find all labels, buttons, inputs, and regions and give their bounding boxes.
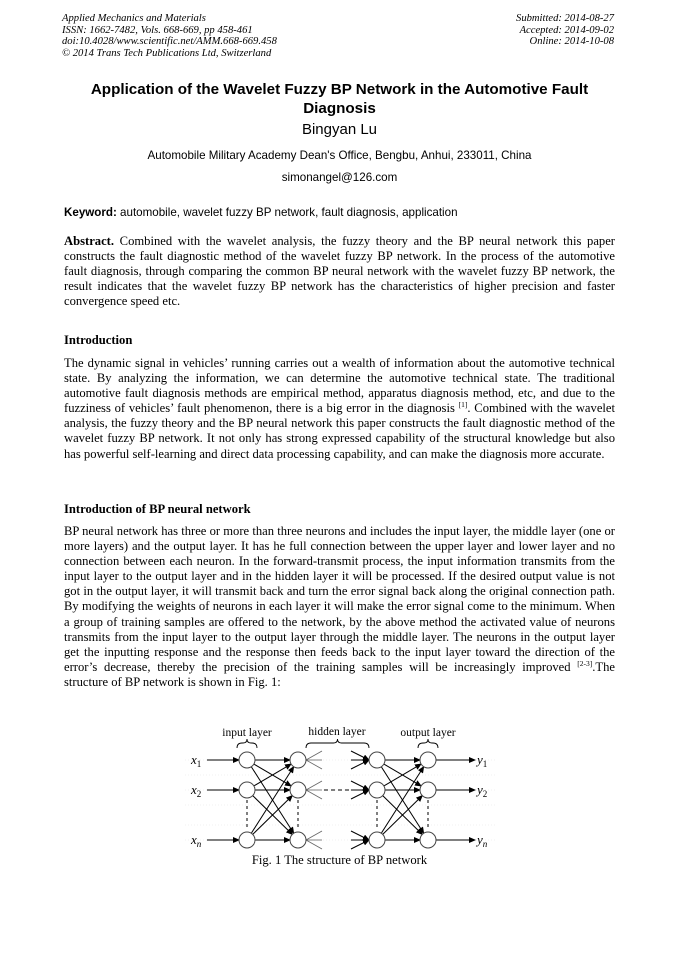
input-label: $x_n$ — [191, 832, 202, 849]
keywords-text: automobile, wavelet fuzzy BP network, fault diagnosis, application — [116, 206, 458, 219]
network-neurons — [239, 752, 436, 848]
neuron-node — [239, 782, 255, 798]
neuron-node — [369, 782, 385, 798]
fan-out-line — [306, 840, 322, 849]
output-label: $y_n$ — [477, 832, 488, 849]
neuron-node — [420, 832, 436, 848]
fan-out-line — [306, 831, 322, 840]
fan-out-line — [306, 790, 322, 799]
input-label: $x_2$ — [191, 782, 202, 799]
abstract — [64, 234, 615, 309]
copyright-line: © 2014 Trans Tech Publications Ltd, Switzerland — [62, 47, 272, 59]
io-labels — [190, 752, 488, 849]
layer-braces — [237, 739, 438, 748]
figure-caption: Fig. 1 The structure of BP network — [251, 853, 428, 867]
fan-out-line — [306, 751, 322, 760]
doi-line[interactable]: doi:10.4028/www.scientific.net/AMM.668-669.458 — [62, 36, 277, 48]
section-heading-bp-network: Introduction of BP neural network — [64, 502, 251, 516]
author-affiliation: Automobile Military Academy Dean's Office, Bengbu, Anhui, 233011, China — [147, 149, 532, 162]
author-email[interactable]: simonangel@126.com — [281, 171, 398, 184]
fan-out-line — [306, 781, 322, 790]
accepted-date: Accepted: 2014-09-02 — [519, 24, 614, 36]
bp-network-figure — [185, 723, 495, 853]
neuron-node — [239, 752, 255, 768]
submitted-date: Submitted: 2014-08-27 — [516, 13, 614, 24]
author-name: Bingyan Lu — [301, 121, 378, 138]
citation[interactable]: [2-3] — [577, 658, 593, 668]
keywords-label: Keyword: — [64, 206, 117, 219]
fan-in-arrow — [351, 840, 369, 849]
issn-line: ISSN: 1662-7482, Vols. 668-669, pp 458-461 — [62, 24, 253, 36]
neuron-node — [290, 832, 306, 848]
hidden-layer-label: hidden layer — [308, 726, 366, 738]
citation[interactable]: [1] — [458, 400, 468, 410]
output-layer-label: output layer — [400, 727, 456, 739]
fan-in-arrow — [351, 790, 369, 799]
bp-network-paragraph — [64, 524, 615, 690]
neuron-node — [290, 782, 306, 798]
paragraph-text: . Combined with the wavelet analysis, the fuzzy theory and the BP neural network this paper constructs the fault diagnostic method of the wavelet fuzzy BP network. It not only has strong expressed capability of the structural knowledge but also has powerful self-learning and direct data processing capability, and can make the diagnosis more accurate. — [64, 401, 616, 461]
abstract-label: Abstract. — [64, 234, 115, 248]
journal-header-right — [516, 13, 614, 48]
fan-in-arrow — [351, 760, 369, 769]
neuron-node — [420, 752, 436, 768]
output-label: $y_1$ — [477, 752, 488, 769]
fan-out-line — [306, 760, 322, 769]
neuron-node — [290, 752, 306, 768]
layer-brace — [306, 739, 369, 748]
output-label: $y_2$ — [477, 782, 488, 799]
figure-gridlines — [185, 760, 495, 840]
paragraph-text: .The structure of BP network is shown in Fig. 1: — [64, 659, 615, 689]
fan-in-arrow — [351, 781, 369, 790]
input-label: $x_1$ — [191, 752, 202, 769]
neuron-node — [420, 782, 436, 798]
layer-brace — [237, 739, 257, 748]
introduction-paragraph — [64, 356, 615, 462]
fan-in-arrow — [351, 751, 369, 760]
abstract-text: Combined with the wavelet analysis, the fuzzy theory and the BP neural network this paper constructs the fault diagnostic method of the wavelet fuzzy BP network. In the process of the automotive fault diagnosis, through comparing the common BP neural network with the wavelet fuzzy BP network, the result indicates that the wavelet fuzzy BP network has the characteristics of higher precision and faster convergence speed etc. — [64, 234, 615, 309]
journal-header-left — [62, 13, 277, 59]
section-heading-introduction: Introduction — [64, 333, 133, 347]
fan-in-arrow — [351, 831, 369, 840]
online-date: Online: 2014-10-08 — [529, 36, 614, 48]
neuron-node — [369, 752, 385, 768]
journal-name: Applied Mechanics and Materials — [62, 13, 206, 24]
keywords — [64, 206, 458, 219]
input-layer-label: input layer — [222, 727, 272, 739]
paragraph-text: BP neural network has three or more than three neurons and includes the input layer, the middle layer (one or more layers) and the output layer. It has he full connection between the upper layer and lower layer and no connection between each neuron. In the forward-transmit process, the input information transmits from the input layer to the output layer and in the hidden layer it will be processed. If the desired output value is not got in the output layer, it will transmit back and turn the error signal back along the original connection path. By modifying the weights of neurons in each layer it will make the error signal come to the minimum. When a group of training samples are offered to the network, by the above method the activated value of neurons transmits from the input layer to the output layer through the middle layer. The neurons in the output layer get the inputting response and the response then feeds back to the input layer toward the direction of the error’s decrease, thereby the precision of the training samples will be increasingly improved — [64, 524, 615, 674]
paragraph-text: The dynamic signal in vehicles’ running carries out a wealth of information about the automotive technical state. By analyzing the information, we can determine the automotive technical state. The traditional automotive fault diagnosis methods are empirical method, apparatus diagnosis method, etc, and due to the fuzziness of vehicles’ fault phenomenon, there is a big error in the diagnosis — [64, 356, 615, 416]
neuron-node — [239, 832, 255, 848]
neuron-node — [369, 832, 385, 848]
layer-brace — [418, 739, 438, 748]
paper-title: Application of the Wavelet Fuzzy BP Network in the Automotive Fault Diagnosis — [90, 81, 589, 117]
